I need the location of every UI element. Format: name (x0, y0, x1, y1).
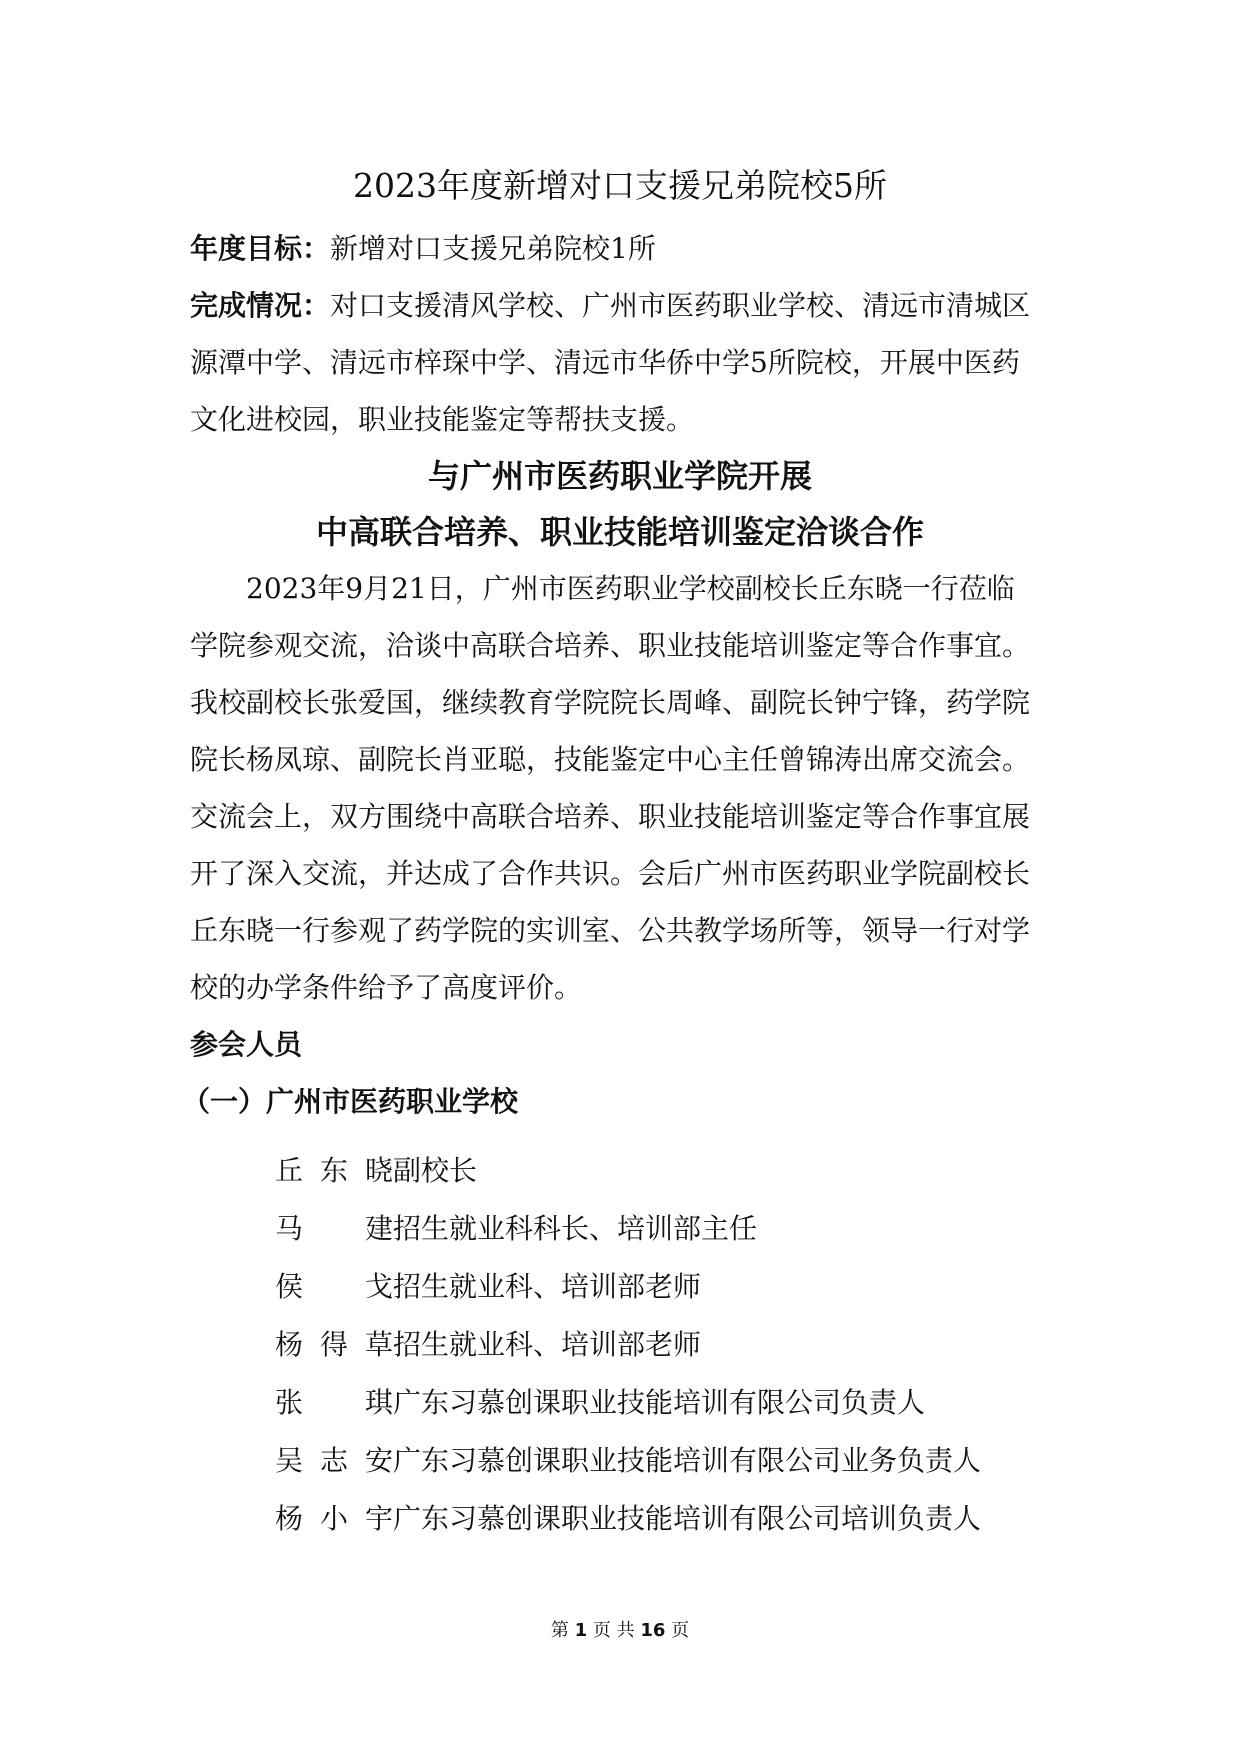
document-content (182, 158, 1050, 1548)
attendee-role: 广东习慕创课职业技能培训有限公司业务负责人 (393, 1444, 982, 1477)
attendee-list (275, 1142, 1050, 1548)
attendee-role: 招生就业科、培训部老师 (393, 1270, 702, 1303)
attendee-name: 张琪 (275, 1386, 393, 1419)
attendee-row (275, 1142, 1050, 1200)
attendee-role: 广东习慕创课职业技能培训有限公司负责人 (393, 1386, 926, 1419)
completion-label: 完成情况： (190, 289, 331, 322)
article-line: 学院参观交流，洽谈中高联合培养、职业技能培训鉴定等合作事宜。 (190, 629, 1031, 662)
footer-total-pages: 16 (640, 1620, 666, 1641)
attendee-row (275, 1490, 1050, 1548)
article-line: 2023年9月21日，广州市医药职业学校副校长丘东晓一行莅临 (246, 572, 1015, 605)
group1-heading: （一）广州市医药职业学校 (182, 1085, 519, 1118)
completion-line-3: 文化进校园，职业技能鉴定等帮扶支援。 (190, 403, 695, 436)
document-title: 2023年度新增对口支援兄弟院校5所 (353, 166, 887, 205)
annual-goal (190, 220, 1050, 277)
attendee-role: 副校长 (393, 1154, 478, 1187)
completion-line-2: 源潭中学、清远市梓琛中学、清远市华侨中学5所院校，开展中医药 (190, 346, 1020, 379)
attendee-row (275, 1258, 1050, 1316)
attendee-row (275, 1374, 1050, 1432)
completion-text-1: 对口支援清风学校、广州市医药职业学校、清远市清城区 (330, 289, 1031, 322)
attendee-name: 丘东晓 (275, 1154, 393, 1187)
article-line: 开了深入交流，并达成了合作共识。会后广州市医药职业学院副校长 (190, 857, 1031, 890)
article-line: 我校副校长张爱国，继续教育学院院长周峰、副院长钟宁锋，药学院 (190, 686, 1031, 719)
attendees-heading: 参会人员 (190, 1028, 303, 1061)
completion-status (190, 277, 1050, 448)
footer-suffix: 页 (671, 1620, 690, 1641)
article-line: 交流会上，双方围绕中高联合培养、职业技能培训鉴定等合作事宜展 (190, 800, 1031, 833)
attendee-row (275, 1200, 1050, 1258)
attendee-name: 侯戈 (275, 1270, 393, 1303)
attendee-role: 招生就业科、培训部老师 (393, 1328, 702, 1361)
article-line: 院长杨凤琼、副院长肖亚聪，技能鉴定中心主任曾锦涛出席交流会。 (190, 743, 1031, 776)
footer-prefix: 第 (550, 1620, 569, 1641)
completion-line-1 (190, 277, 1050, 334)
attendee-name: 吴志安 (275, 1444, 393, 1477)
attendee-name: 杨小宇 (275, 1502, 393, 1535)
annual-goal-label: 年度目标： (190, 232, 331, 265)
annual-goal-text: 新增对口支援兄弟院校1所 (330, 232, 656, 265)
page-footer (0, 1616, 1240, 1642)
attendee-name: 马建 (275, 1212, 393, 1245)
attendee-name: 杨得草 (275, 1328, 393, 1361)
article-line: 丘东晓一行参观了药学院的实训室、公共教学场所等，领导一行对学 (190, 914, 1031, 947)
footer-middle: 页 共 (592, 1620, 635, 1641)
attendee-row (275, 1432, 1050, 1490)
article-body (190, 560, 1050, 1016)
article-line: 校的办学条件给予了高度评价。 (190, 971, 583, 1004)
article-title-line-1: 与广州市医药职业学院开展 (427, 457, 812, 495)
article-title-line-2: 中高联合培养、职业技能培训鉴定洽谈合作 (315, 513, 924, 551)
attendee-role: 招生就业科科长、培训部主任 (393, 1212, 758, 1245)
attendee-role: 广东习慕创课职业技能培训有限公司培训负责人 (393, 1502, 982, 1535)
attendee-row (275, 1316, 1050, 1374)
footer-page-number: 1 (574, 1620, 588, 1641)
